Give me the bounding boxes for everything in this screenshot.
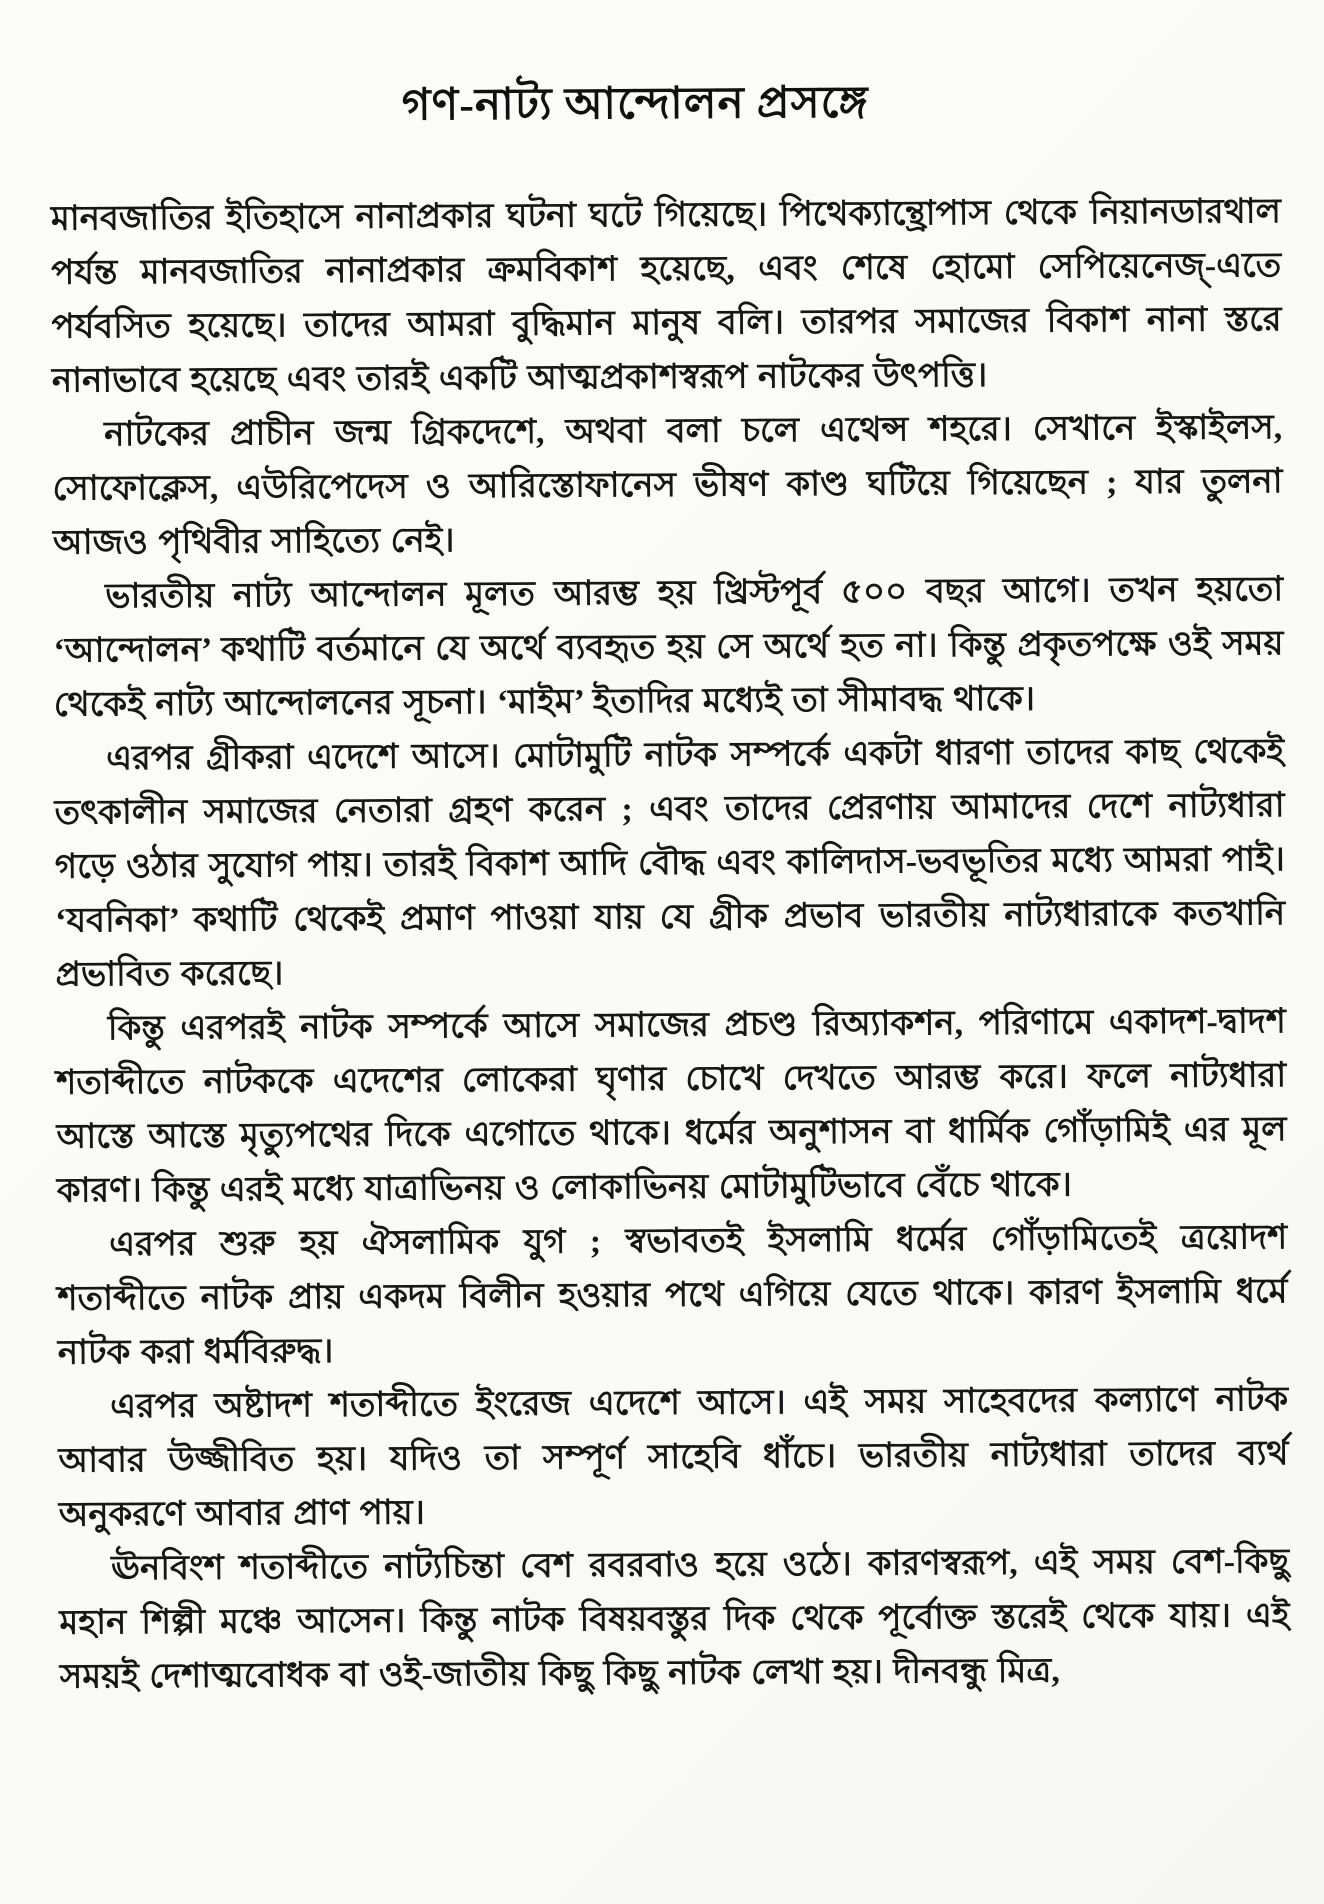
- paragraph-3: ভারতীয় নাট্য আন্দোলন মূলত আরম্ভ হয় খ্রিস্টপূর্ব ৫০০ বছর আগে। তখন হয়তো ‘আন্দোলন’ কথাটি বর্তমানে যে অর্থে ব্যবহৃত হয় সে অর্থে হত না। কিন্তু প্রকৃতপক্ষে ওই সময় থেকেই নাট্য আন্দোলনের সূচনা। ‘মাইম’ ইতাদির মধ্যেই তা সীমাবদ্ধ থাকে।: [53, 571, 1284, 724]
- paragraph-5: কিন্তু এরপরই নাটক সম্পর্কে আসে সমাজের প্রচণ্ড রিঅ্যাকশন, পরিণামে একাদশ-দ্বাদশ শতাব্দীতে নাটককে এদেশের লোকেরা ঘৃণার চোখে দেখতে আরম্ভ করে। ফলে নাট্যধারা আস্তে আস্তে মৃত্যুপথের দিকে এগোতে থাকে। ধর্মের অনুশাসন বা ধার্মিক গোঁড়ামিই এর মূল কারণ। কিন্তু এরই মধ্যে যাত্রাভিনয় ও লোকাভিনয় মোটামুটিভাবে বেঁচে থাকে।: [56, 1003, 1287, 1210]
- paragraph-6: এরপর শুরু হয় ঐসলামিক যুগ ; স্বভাবতই ইসলামি ধর্মের গোঁড়ামিতেই ত্রয়োদশ শতাব্দীতে নাটক প্রায় একদম বিলীন হওয়ার পথে এগিয়ে যেতে থাকে। কারণ ইসলামি ধর্মে নাটক করা ধর্মবিরুদ্ধ।: [57, 1219, 1288, 1372]
- paragraph-2: নাটকের প্রাচীন জন্ম গ্রিকদেশে, অথবা বলা চলে এথেন্স শহরে। সেখানে ইস্কাইলস, সোফোক্লেস, এউরিপেদেস ও আরিস্তোফানেস ভীষণ কাণ্ড ঘটিয়ে গিয়েছেন ; যার তুলনা আজও পৃথিবীর সাহিত্যে নেই।: [52, 409, 1283, 562]
- paragraph-7: এরপর অষ্টাদশ শতাব্দীতে ইংরেজ এদেশে আসে। এই সময় সাহেবদের কল্যাণে নাটক আবার উজ্জীবিত হয়। যদিও তা সম্পূর্ণ সাহেবি ধাঁচে। ভারতীয় নাট্যধারা তাদের ব্যর্থ অনুকরণে আবার প্রাণ পায়।: [58, 1381, 1289, 1534]
- paragraph-8: ঊনবিংশ শতাব্দীতে নাট্যচিন্তা বেশ রবরবাও হয়ে ওঠে। কারণস্বরূপ, এই সময় বেশ-কিছু মহান শিল্পী মঞ্চে আসেন। কিন্তু নাটক বিষয়বস্তুর দিক থেকে পূর্বোক্ত স্তরেই থেকে যায়। এই সময়ই দেশাত্মবোধক বা ওই-জাতীয় কিছু কিছু নাটক লেখা হয়। দীনবন্ধু মিত্র,: [59, 1543, 1290, 1696]
- page-title: গণ-নাট্য আন্দোলন প্রসঙ্গে: [401, 77, 869, 130]
- article-body: [51, 185, 1290, 1704]
- page-content: [50, 66, 1290, 1704]
- paragraph-4: এরপর গ্রীকরা এদেশে আসে। মোটামুটি নাটক সম্পর্কে একটা ধারণা তাদের কাছ থেকেই তৎকালীন সমাজের নেতারা গ্রহণ করেন ; এবং তাদের প্রেরণায় আমাদের দেশে নাট্যধারা গড়ে ওঠার সুযোগ পায়। তারই বিকাশ আদি বৌদ্ধ এবং কালিদাস-ভবভূতির মধ্যে আমরা পাই। ‘যবনিকা’ কথাটি থেকেই প্রমাণ পাওয়া যায় যে গ্রীক প্রভাব ভারতীয় নাট্যধারাকে কতখানি প্রভাবিত করেছে।: [54, 733, 1286, 994]
- paragraph-1: মানবজাতির ইতিহাসে নানাপ্রকার ঘটনা ঘটে গিয়েছে। পিথেক্যান্থ্রোপাস থেকে নিয়ানডারথাল পর্যন্ত মানবজাতির নানাপ্রকার ক্রমবিকাশ হয়েছে, এবং শেষে হোমো সেপিয়েনেজ্‌-এতে পর্যবসিত হয়েছে। তাদের আমরা বুদ্ধিমান মানুষ বলি। তারপর সমাজের বিকাশ নানা স্তরে নানাভাবে হয়েছে এবং তারই একটি আত্মপ্রকাশস্বরূপ নাটকের উৎপত্তি।: [50, 193, 1282, 400]
